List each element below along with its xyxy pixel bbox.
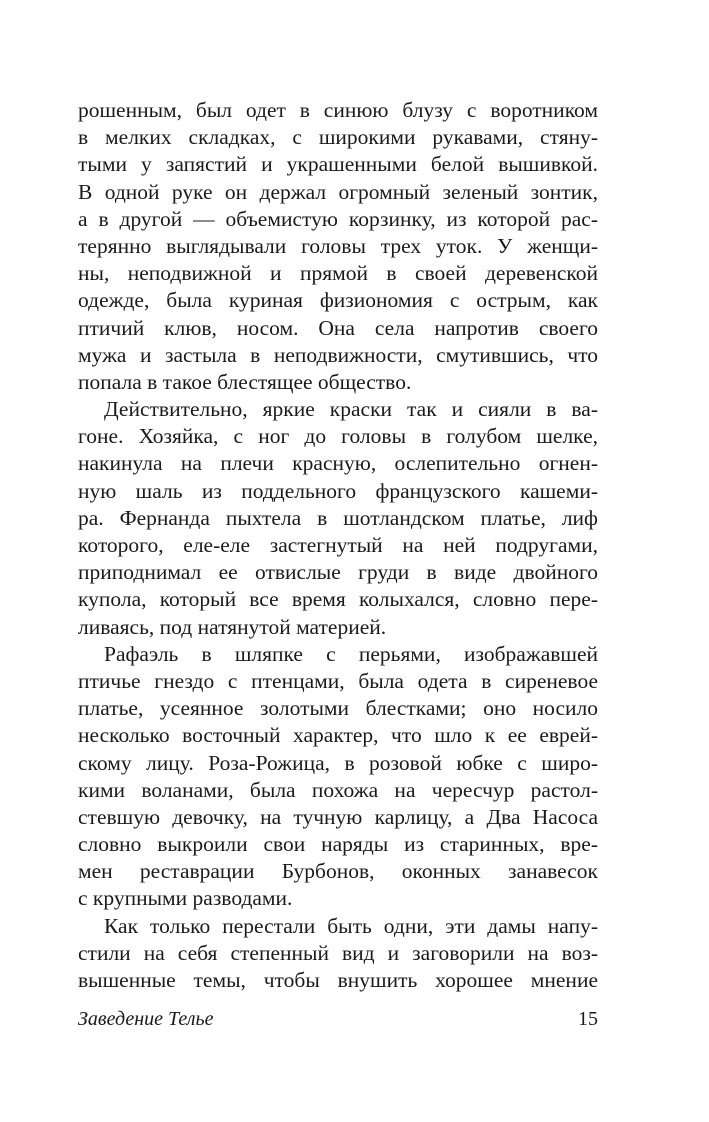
text-line: мен реставрации Бурбонов, оконных занавесок [78,859,598,884]
text-line: Как только перестали быть одни, эти дамы напу- [104,913,598,938]
text-line: кими воланами, была похожа на чересчур растол- [78,777,598,802]
text-line: птичье гнездо с птенцами, была одета в сиреневое [78,668,598,693]
text-line: Рафаэль в шляпке с перьями, изображавшей [104,641,598,666]
text-line: В одной руке он держал огромный зеленый зонтик, [78,179,598,204]
text-line: ра. Фернанда пыхтела в шотландском платье, лиф [78,505,598,530]
text-line: одежде, была куриная физиономия с острым, как [78,288,598,313]
text-line: терянно выглядывали головы трех уток. У женщи- [78,233,598,258]
text-line: рошенным, был одет в синюю блузу с воротником [78,98,598,122]
text-line: тыми у запястий и украшенными белой вышивкой. [78,152,598,177]
page-body [78,97,598,994]
text-line: с крупными разводами. [78,886,293,911]
text-line: мужа и застыла в неподвижности, смутившись, что [78,342,598,367]
text-line: вышенные темы, чтобы внушить хорошее мнение [78,968,598,992]
text-line: скому лицу. Роза-Рожица, в розовой юбке с широ- [78,750,598,775]
text-line: платье, усеянное золотыми блестками; оно носило [78,696,598,721]
text-line: ливаясь, под натянутой материей. [78,614,387,639]
text-line: которого, еле-еле застегнутый на ней подругами, [78,533,598,557]
text-line: ны, неподвижной и прямой в своей деревенской [78,261,598,286]
text-line: попала в такое блестящее общество. [78,369,412,394]
text-line: птичий клюв, носом. Она села напротив своего [78,315,598,340]
text-line: несколько восточный характер, что шло к ее еврей- [78,723,598,748]
text-line: приподнимал ее отвислые груди в виде двойного [78,560,598,585]
text-line: ную шаль из поддельного французского кашеми- [78,478,598,503]
text-line: словно выкроили свои наряды из старинных, вре- [78,832,598,857]
paragraph-4 [78,913,598,995]
text-line: в мелких складках, с широкими рукавами, стяну- [78,125,598,150]
text-line: стили на себя степенный вид и заговорили на воз- [78,940,598,965]
text-line: а в другой — объемистую корзинку, из которой рас- [78,206,598,231]
book-title: Заведение Телье [78,1008,214,1030]
running-footer [78,1005,598,1033]
page-number: 15 [578,1008,598,1030]
text-line: стевшую девочку, на тучную карлицу, а Два Насоса [78,804,598,829]
text-line: купола, который все время колыхался, словно пере- [78,587,598,612]
paragraph-3 [78,641,598,913]
paragraph-2 [78,396,598,641]
text-line: Действительно, яркие краски так и сияли в ва- [104,397,598,422]
paragraph-1 [78,97,598,396]
text-line: гоне. Хозяйка, с ног до головы в голубом шелке, [78,424,598,449]
text-line: накинула на плечи красную, ослепительно огнен- [78,451,598,476]
